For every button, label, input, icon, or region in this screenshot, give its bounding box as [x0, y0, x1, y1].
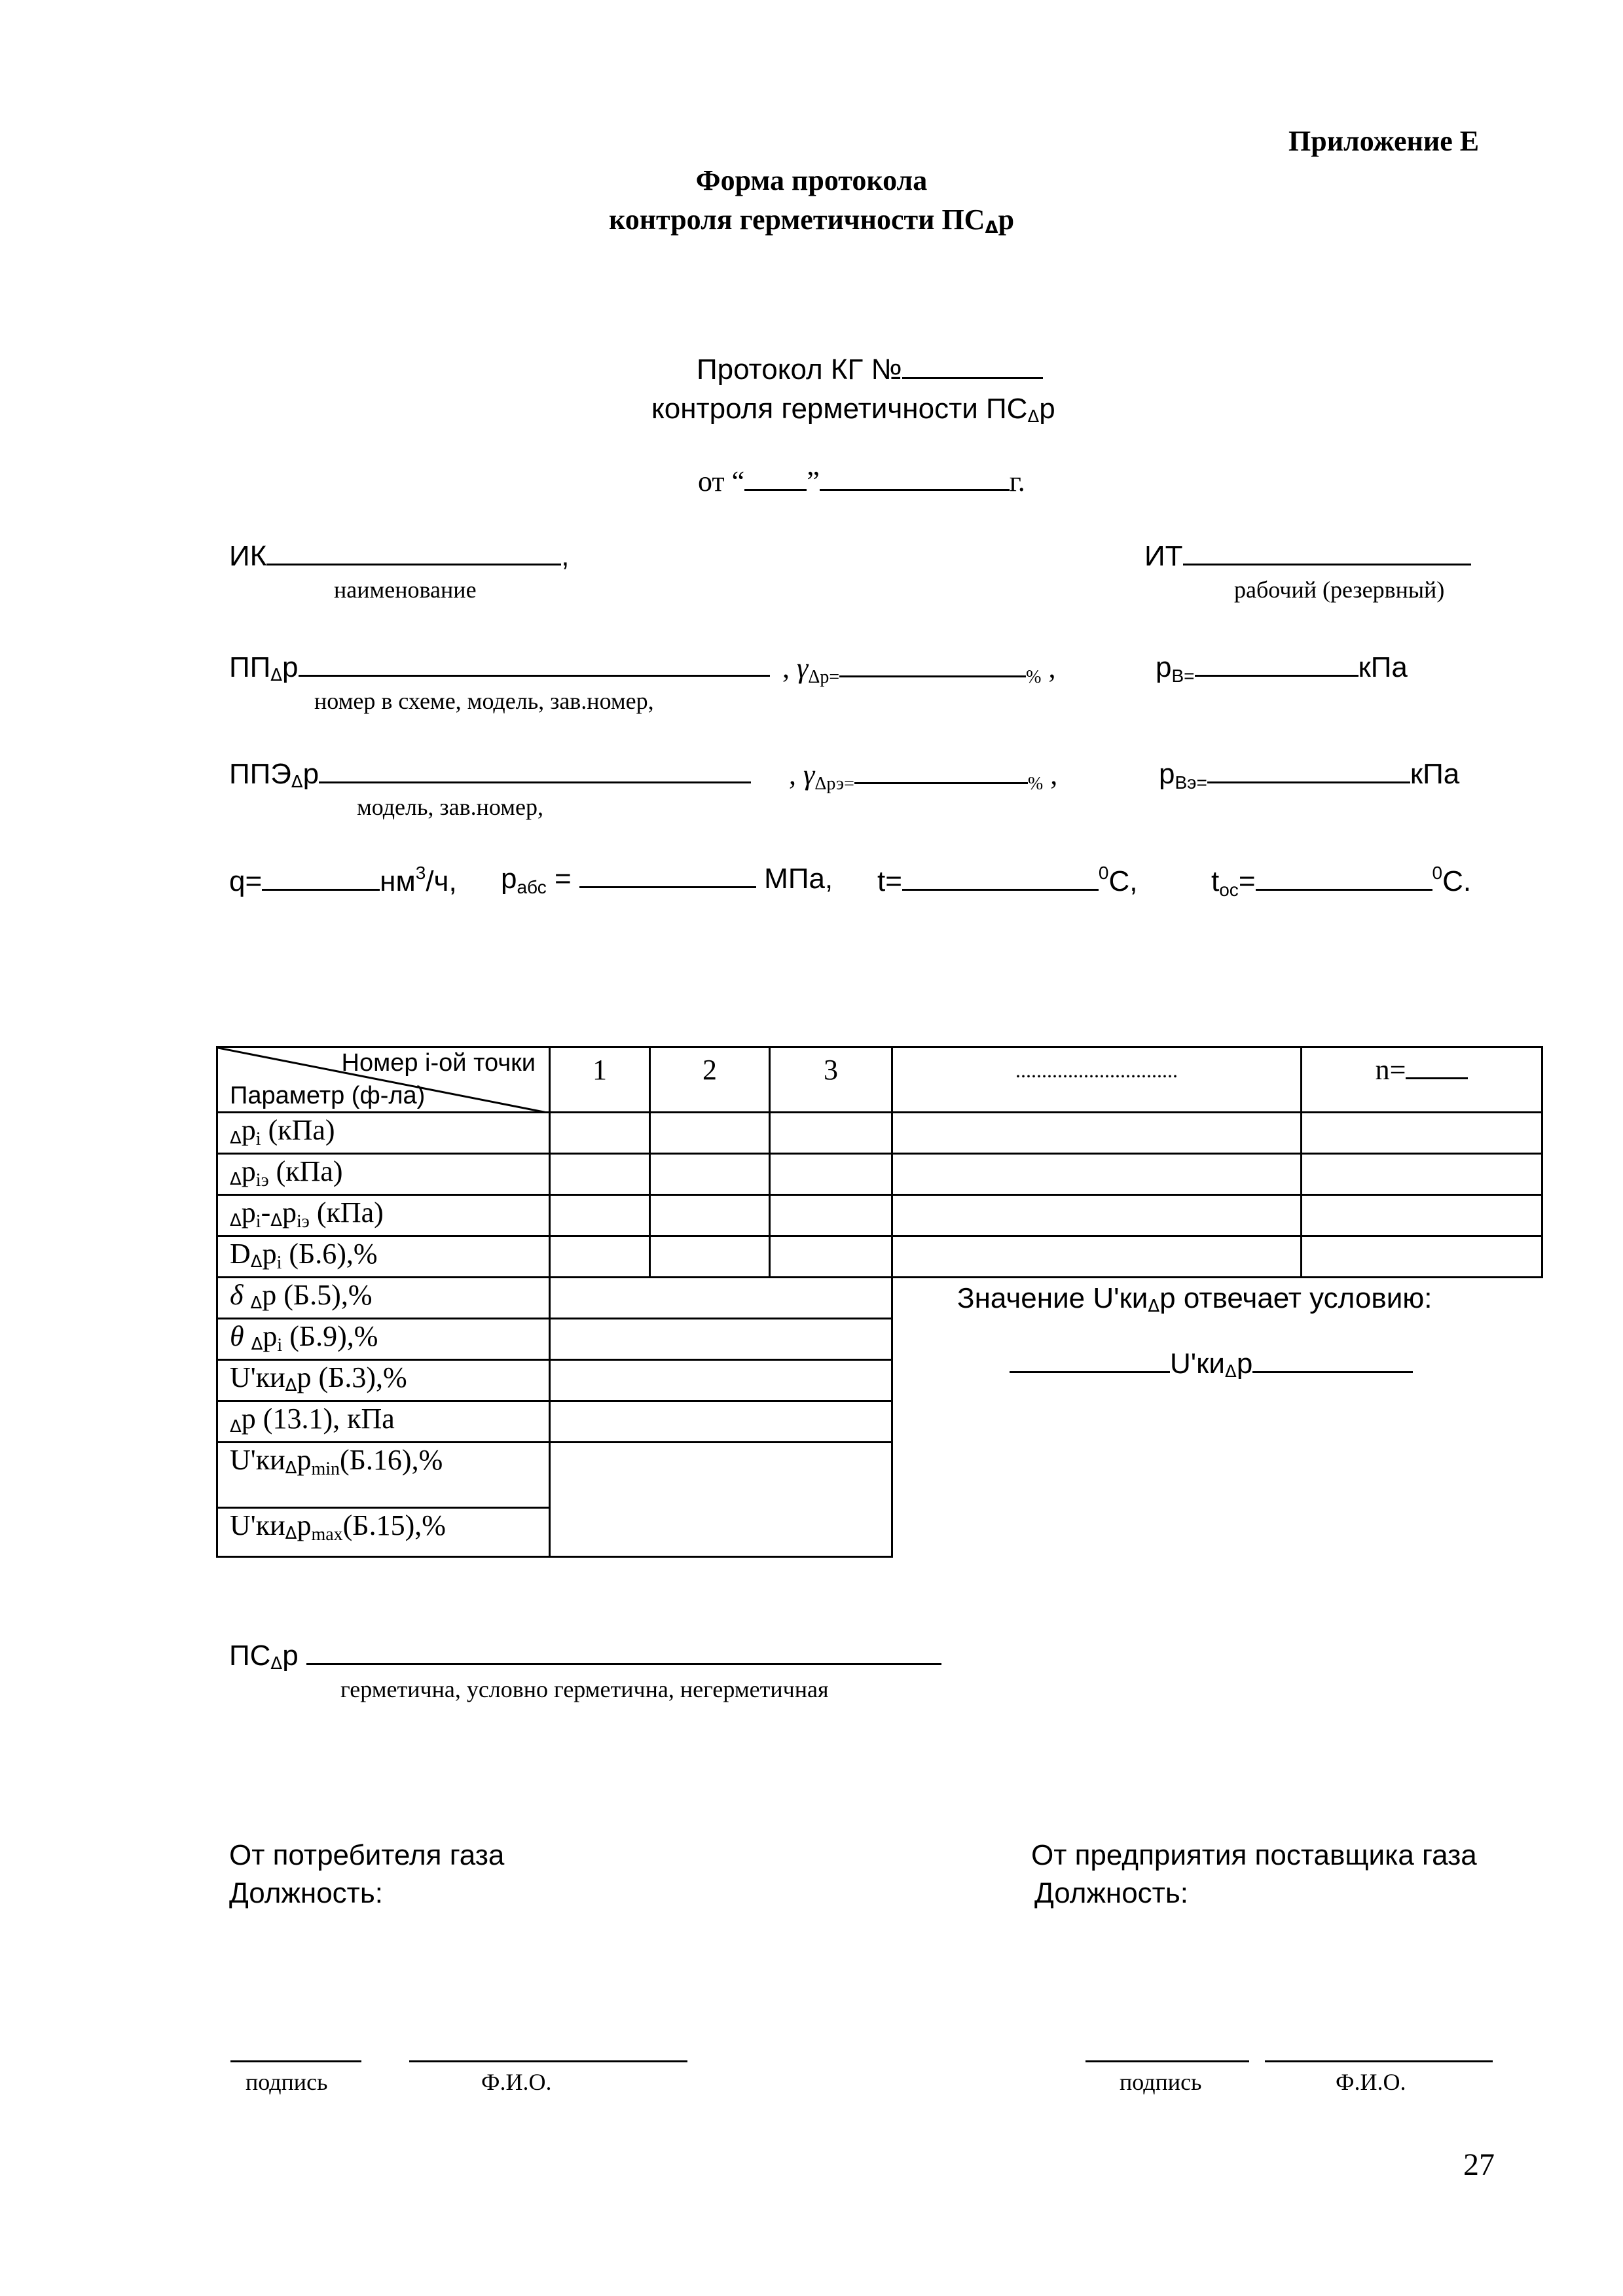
- cell[interactable]: [650, 1236, 770, 1278]
- condition-right-field[interactable]: [1252, 1348, 1413, 1373]
- cell[interactable]: [550, 1236, 650, 1278]
- protocol-subtitle: контроля герметичности ПСΔр: [651, 393, 1055, 427]
- toc-field[interactable]: [1256, 865, 1432, 891]
- gamma-dp-field[interactable]: [839, 652, 1026, 677]
- supplier-position: Должность:: [1034, 1877, 1188, 1909]
- cell[interactable]: [550, 1319, 892, 1360]
- q-field[interactable]: [262, 865, 380, 891]
- measurement-table: [216, 1046, 1543, 1558]
- row-label-delta-dp: δ Δр (Б.5),%: [217, 1278, 550, 1319]
- cell[interactable]: [1302, 1154, 1542, 1195]
- col-dots-header: ...............................: [892, 1047, 1302, 1113]
- cell[interactable]: [1302, 1113, 1542, 1154]
- it-field[interactable]: [1183, 540, 1471, 565]
- ppe-gamma: , $\gamma_{\Delta рэ=}$ $_{\%}$ ,: [789, 759, 1058, 794]
- cell[interactable]: [892, 1154, 1302, 1195]
- condition-left-field[interactable]: [1010, 1348, 1170, 1373]
- cell[interactable]: [550, 1278, 892, 1319]
- cell[interactable]: [892, 1236, 1302, 1278]
- q-line: $q= нм^3/ч$,: [229, 863, 457, 897]
- table-row: [217, 1195, 1542, 1236]
- supplier-fio-line[interactable]: [1265, 2060, 1493, 2062]
- t-field[interactable]: [902, 865, 1099, 891]
- table-row: [217, 1154, 1542, 1195]
- col-3-header: 3: [770, 1047, 892, 1113]
- supplier-signature-line[interactable]: [1085, 2060, 1249, 2062]
- cell[interactable]: [550, 1195, 650, 1236]
- consumer-signature-line[interactable]: [230, 2060, 361, 2062]
- cell[interactable]: [892, 1113, 1302, 1154]
- header-diagonal-cell: [217, 1047, 550, 1113]
- ppe-caption: модель, зав.номер,: [357, 794, 543, 820]
- condition-block: [892, 1278, 1542, 1557]
- col-n-header: n=: [1302, 1047, 1542, 1113]
- date-month-year-field[interactable]: [820, 465, 1010, 491]
- row-label-ukidp-min: U'киΔр$_{min}$(Б.16),%: [217, 1443, 550, 1508]
- t-line: t= $^0$С,: [877, 863, 1138, 897]
- row-label-theta: θ $\Delta р_i$ (Б.9),%: [217, 1319, 550, 1360]
- pabs-line: $р_{абс}$ = МПа,: [501, 863, 833, 897]
- gamma-dpe-field[interactable]: [854, 759, 1028, 784]
- pp-field[interactable]: [299, 651, 770, 677]
- cell[interactable]: [550, 1360, 892, 1401]
- cell[interactable]: [550, 1443, 892, 1557]
- appendix-label: Приложение Е: [1288, 125, 1480, 157]
- consumer-fio-line[interactable]: [409, 2060, 687, 2062]
- ik-caption: наименование: [334, 577, 477, 603]
- row-label-ukidp: U'киΔр (Б.3),%: [217, 1360, 550, 1401]
- ppe-line: ППЭΔр: [229, 758, 751, 792]
- supplier-fio-caption: Ф.И.О.: [1336, 2069, 1406, 2095]
- psdp-caption: герметична, условно герметична, негерметичная: [340, 1676, 829, 1702]
- condition-text: Значение U'киΔр отвечает условию:: [957, 1282, 1432, 1316]
- pp-gamma: , $\gamma_{\Delta р=}$ $_{\%}$ ,: [782, 652, 1056, 687]
- pv-field[interactable]: [1195, 651, 1359, 677]
- cell[interactable]: [650, 1113, 770, 1154]
- row-label-dp-13: Δр (13.1), кПа: [217, 1401, 550, 1443]
- toc-line: $t_{ос}= ^0С$.: [1211, 863, 1472, 900]
- col-1-header: 1: [550, 1047, 650, 1113]
- table-header-row: [217, 1047, 1542, 1113]
- row-label-dpie: $\Delta р_{iэ}$ (кПа): [217, 1154, 550, 1195]
- condition-formula: U'киΔр: [905, 1348, 1531, 1382]
- pp-caption: номер в схеме, модель, зав.номер,: [314, 688, 654, 714]
- header-point-label: Номер i-ой точки: [341, 1049, 536, 1077]
- pv-line: $р_{В=}$ кПа: [1156, 651, 1408, 686]
- cell[interactable]: [1302, 1195, 1542, 1236]
- pabs-field[interactable]: [579, 863, 756, 888]
- date-day-field[interactable]: [744, 465, 807, 491]
- consumer-sign-caption: подпись: [246, 2069, 328, 2095]
- cell[interactable]: [770, 1236, 892, 1278]
- ik-field[interactable]: [266, 540, 561, 565]
- supplier-sign-caption: подпись: [1120, 2069, 1202, 2095]
- it-caption: рабочий (резервный): [1234, 577, 1445, 603]
- cell[interactable]: [650, 1195, 770, 1236]
- row-label-dpi-diff: $\Delta р_i-\Delta р_{iэ}$ (кПа): [217, 1195, 550, 1236]
- col-2-header: 2: [650, 1047, 770, 1113]
- row-label-ddpi: DΔр$_i$ (Б.6),%: [217, 1236, 550, 1278]
- pve-field[interactable]: [1207, 758, 1410, 783]
- it-line: ИТ: [1144, 540, 1471, 573]
- cell[interactable]: [770, 1195, 892, 1236]
- consumer-fio-caption: Ф.И.О.: [481, 2069, 552, 2095]
- row-label-ukidp-max: U'киΔр$_{max}$(Б.15),%: [217, 1508, 550, 1557]
- consumer-label: От потребителя газа: [229, 1839, 505, 1871]
- consumer-position: Должность:: [229, 1877, 383, 1909]
- psdp-result-line: ПСΔр: [229, 1640, 941, 1674]
- cell[interactable]: [550, 1401, 892, 1443]
- page-number: 27: [1463, 2147, 1495, 2182]
- header-param-label: Параметр (ф-ла): [230, 1082, 426, 1109]
- cell[interactable]: [1302, 1236, 1542, 1278]
- form-title-line1: Форма протокола: [695, 164, 928, 196]
- pve-line: $р_{Вэ=}$ кПа: [1159, 758, 1460, 793]
- cell[interactable]: [650, 1154, 770, 1195]
- cell[interactable]: [550, 1113, 650, 1154]
- n-field[interactable]: [1406, 1058, 1468, 1079]
- cell[interactable]: [892, 1195, 1302, 1236]
- form-title-line2: контроля герметичности ПСΔр: [608, 204, 1015, 238]
- protocol-number-field[interactable]: [902, 353, 1043, 379]
- cell[interactable]: [770, 1154, 892, 1195]
- cell[interactable]: [550, 1154, 650, 1195]
- table-row: [217, 1113, 1542, 1154]
- table-row: [217, 1278, 1542, 1319]
- row-label-dpi: $\Delta р_i$ (кПа): [217, 1113, 550, 1154]
- supplier-label: От предприятия поставщика газа: [1031, 1839, 1477, 1871]
- cell[interactable]: [770, 1113, 892, 1154]
- protocol-number-line: Протокол КГ №: [697, 353, 1043, 386]
- psdp-result-field[interactable]: [306, 1640, 941, 1665]
- pp-line: ППΔр: [229, 651, 770, 685]
- table-row: [217, 1236, 1542, 1278]
- ik-line: ИК ,: [229, 540, 570, 572]
- protocol-date-line: от “ ” г.: [698, 465, 1025, 497]
- ppe-field[interactable]: [319, 758, 751, 783]
